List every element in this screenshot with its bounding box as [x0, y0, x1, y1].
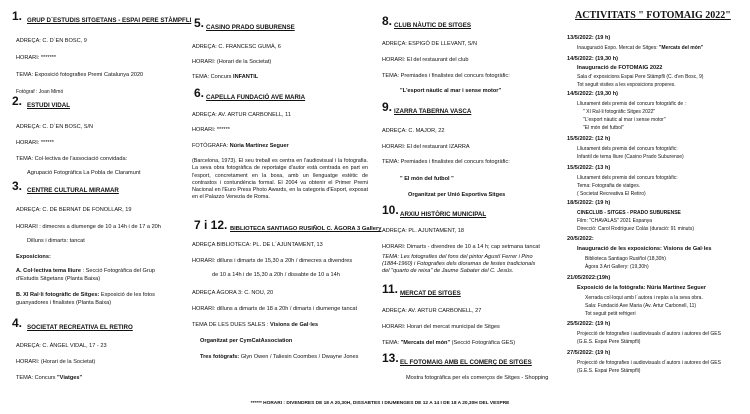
section-1-theme: TEMA: Exposició fotografies Premi Catalunya 2020: [16, 72, 144, 78]
footer-hours: ****** HORARI : DIVENDRES DE 18 A 20,30H, DISSABTES I DIUMENGES DE 12 A 14 I DE 18 A 20,30H DEL VESPRE: [250, 401, 510, 406]
section-3-exhibit-b-cont: guanyadores i finalistes (Planta Baixa): [16, 300, 112, 306]
section-7-agora-hours: HORARI: dilluns a dimarts de 18 a 20h / dimarts i diumenge tancat: [192, 306, 358, 312]
section-10-hours: HORARI: Dimarts - divendres de 10 a 14 h; cap setmana tancat: [382, 244, 540, 250]
section-6-bio: (Barcelona, 1973). El seu treball es centra en l'audiovisual i la fotografia. La seva obra fotogràfica de reportatge d'autor està centrada en part en l'esport, concretament en la boxa, amb un llenguatge estètic de contrastos i contundència formal. El 2004 va obtenir el Primer Premi Nacional en l'Euro Press Photo Awards, en la categoria d'Esport, exposat en el Palazzo Venezia de Roma.: [192, 158, 368, 201]
activities-title: ACTIVITATS " FOTOMAIG 2022": [575, 10, 731, 21]
section-10-title: ARXIU HISTÒRIC MUNICIPAL: [400, 211, 487, 218]
section-11-theme-label: TEMA:: [382, 340, 401, 346]
activity-15-5-b-line-3: ( Societat Recreativa El Retiro): [577, 191, 646, 197]
activity-25-5-line-1: Projecció de fotografies i audiovisuals d´autors i autores del GES: [577, 331, 721, 337]
section-3-hours: HORARI : dimecres a diumenge de 10 a 14h i de 17 a 20h: [16, 224, 161, 230]
section-11-address: ADREÇA: AV. ARTUR CARBONELL, 27: [382, 308, 482, 314]
activity-20-5-line-3: Àgora 3 Art Gallery: (19,30h): [585, 264, 649, 270]
section-13-title: EL FOTOMAIG AMB EL COMERÇ DE SITGES: [400, 359, 532, 366]
activity-20-5-line-1: Inauguració de les exposicions: Visions de Gal·les: [577, 246, 712, 252]
section-9-number: 9.: [382, 100, 393, 114]
section-9-organizer: Organitzat per Unió Esportiva Sitges: [408, 192, 506, 198]
activity-date-25-5: 25/5/2022: (19 h): [567, 321, 611, 327]
exhibit-b-label: B. XI Ral·li fotogràfic de Sitges:: [16, 292, 100, 298]
section-7-theme-value: Visions de Gal·les: [270, 322, 319, 328]
section-11-number: 11.: [382, 282, 399, 296]
section-1-number: 1.: [12, 9, 23, 23]
activity-14-5-b-line-3: "L'esport nàutic al mar i sense motor": [583, 117, 666, 123]
section-7-theme-label: TEMA DE LES DUES SALES :: [192, 322, 271, 328]
section-4-address: ADREÇA: C. ÀNGEL VIDAL, 17 - 23: [16, 343, 107, 349]
section-3-exhibit-a: [16, 268, 155, 275]
section-7-number: 7 i 12.: [194, 218, 228, 232]
section-1-hours: HORARI: *******: [16, 55, 57, 61]
activity-date-21-5: 21/05/2022:(19h): [567, 275, 611, 281]
section-2-hours: HORARI: ******: [16, 140, 54, 146]
section-5-title: CASINO PRADO SUBURENSE: [206, 24, 295, 31]
section-2-address: ADREÇA: C. D´EN BOSC, S/N: [16, 124, 94, 130]
section-6-photographer-name: Núria Martínez Seguer: [229, 143, 289, 149]
section-3-title: CENTRE CULTURAL MIRAMAR: [27, 187, 119, 194]
section-10-theme-1: TEMA: Les fotografies del fons del pintor Agustí Ferrer i Pino: [382, 254, 533, 260]
activity-14-5-b-line-2: " XI Ral·li fotogràfic Sitges 2022": [583, 109, 656, 115]
section-7-agora-address: ADREÇA ÀGORA 3: C. NOU, 20: [192, 290, 274, 296]
activity-date-15-5-b: 15/5/2022: (13 h): [567, 165, 611, 171]
activity-18-5-line-3: Direcció: Carol Rodríguez Colás (duració: 91 minuts): [577, 226, 694, 232]
section-7-library-address: ADREÇA BIBLIOTECA: PL. DE L´AJUNTAMENT, 13: [192, 242, 323, 248]
section-10-theme-3: del "quarto de reixa" de Jaume Sabater del C. Jesús.: [382, 268, 514, 274]
section-3-closed: Dilluns i dimarts: tancat: [27, 238, 85, 244]
activity-21-5-line-1: Exposició de la fotògrafa: Núria Martínez Seguer: [577, 285, 706, 291]
section-4-theme-label: TEMA: Concurs: [16, 375, 58, 381]
section-3-address: ADREÇA: C. DE BERNAT DE FONOLLAR, 19: [16, 207, 132, 213]
section-1-title: GRUP D´ESTUDIS SITGETANS - ESPAI PERE STÀMPFLI: [27, 17, 192, 24]
activity-date-15-5-a: 15/5/2022: (12 h): [567, 136, 611, 142]
section-6-photographer: [192, 143, 289, 150]
activity-18-5-line-2: Film: "CHAVALAS" 2021 Espanya: [577, 218, 653, 224]
section-9-theme: TEMA: Premiades i finalistes del concurs fotogràfic:: [382, 159, 510, 165]
activity-20-5-line-2: Biblioteca Santiago Rusiñol (18,30h): [585, 256, 666, 262]
activity-date-20-5: 20/5/2022:: [567, 236, 594, 242]
activity-13-5-label: Inauguració Expo. Mercat de Sitges:: [577, 45, 659, 51]
section-9-title: IZARRA TABERNA VASCA: [394, 108, 472, 115]
exhibit-b-text: Exposició de les fotos: [99, 292, 155, 298]
section-6-hours: HORARI: ******: [192, 127, 230, 133]
section-8-title: CLUB NÀUTIC DE SITGES: [394, 22, 472, 29]
activity-15-5-b-line-1: Lliurament dels premis del concurs fotogràfic:: [577, 175, 678, 181]
section-10-theme-2: (1884-1960) i Fotografies dels dioramas de festes tradicionals: [382, 261, 536, 267]
section-4-theme: [16, 375, 82, 382]
section-1-photographer: Fotògraf : Joan Mimó: [16, 89, 64, 95]
activity-date-27-5: 27/5/2022: (19 h): [567, 350, 611, 356]
section-7-theme: [192, 322, 318, 329]
activity-13-5-title: "Mercats del món": [659, 45, 704, 51]
section-7-organizer: Organitzat per CymCatAssociation: [200, 338, 293, 344]
section-6-photographer-label: FOTÒGRAFA:: [192, 143, 230, 149]
activity-18-5-line-1: CINECLUB - SITGES - PRADO SUBURENSE: [577, 210, 681, 216]
activity-15-5-a-line-2: Infantil de tema lliure (Casino Prado Suburense): [577, 154, 684, 160]
activity-date-18-5: 18/5/2022: (19 h): [567, 200, 611, 206]
section-6-number: 6.: [194, 86, 205, 100]
activity-14-5-a-title: Inauguració de FOTOMAIG 2022: [577, 65, 663, 71]
section-5-theme-label: TEMA: Concurs: [192, 74, 234, 80]
activity-14-5-b-line-4: "El món del futbol": [583, 125, 624, 131]
activity-15-5-b-line-2: Tema: Fotografia de viatges.: [577, 183, 641, 189]
section-6-address: ADREÇA: AV. ARTUR CARBONELL, 11: [192, 112, 291, 118]
activity-27-5-line-2: (G.E.S. Espai Pere Stämpfli): [577, 368, 641, 374]
section-11-theme: [382, 340, 515, 347]
section-1-address: ADREÇA: C. D´EN BOSC, 9: [16, 38, 87, 44]
section-6-title: CAPELLA FUNDACIÓ AVE MARIA: [206, 94, 306, 101]
section-13-number: 13.: [382, 351, 399, 365]
activity-14-5-b-line-1: Lliurament dels premis del concurs fotogràfic de :: [577, 101, 686, 107]
section-10-number: 10.: [382, 203, 399, 217]
section-7-photographers-names: Glyn Owen / Taliesin Coombes / Dwayne Jones: [240, 354, 359, 360]
section-4-number: 4.: [12, 316, 23, 330]
activity-15-5-a-line-1: Lliurament dels premis del concurs fotogràfic:: [577, 146, 678, 152]
section-3-exhibit-b: [16, 292, 155, 299]
section-2-title: ESTUDI VIDAL: [27, 102, 70, 109]
section-2-group: Agrupació Fotogràfica La Pobla de Claramunt: [27, 170, 141, 176]
section-5-theme: [192, 74, 258, 81]
section-7-photographers: [200, 354, 358, 361]
section-9-contest: " El món del futbol ": [400, 176, 454, 182]
activity-21-5-line-4: Tot seguit petit refrigeri: [585, 311, 636, 317]
section-8-hours: HORARI: El del restaurant del club: [382, 57, 469, 63]
activity-date-13-5: 13/5/2022: (19 h): [567, 35, 611, 41]
section-4-hours: HORARI: (Horari de la Societat): [16, 359, 96, 365]
activity-21-5-line-2: Xerrada col·loqui amb l´autora i repàs a la seva obra.: [585, 295, 703, 301]
section-7-library-hours-2: de 10 a 14h i de 15,30 a 20h / dissabte de 10 a 14h: [212, 272, 340, 278]
section-7-title: BIBLIOTECA SANTIAGO RUSIÑOL C. ÀGORA 3 Gallery: [230, 226, 382, 232]
section-8-number: 8.: [382, 14, 393, 28]
section-4-title: SOCIETAT RECREATIVA EL RETIRO: [27, 324, 133, 331]
section-7-library-hours-1: HORARI: dilluns i dimarts de 15,30 a 20h / dimecres a divendres: [192, 258, 353, 264]
section-7-photographers-label: Tres fotògrafs:: [200, 354, 241, 360]
activity-date-14-5-b: 14/5/2022: (19,30 h): [567, 91, 618, 97]
section-5-number: 5.: [194, 16, 205, 30]
section-11-hours: HORARI: Horari del mercat municipal de Sitges: [382, 324, 500, 330]
activity-27-5-line-1: Projecció de fotografies i audiovisuals d´autors i autores del GES: [577, 360, 721, 366]
section-4-theme-value: "Viatges": [57, 375, 83, 381]
section-11-title: MERCAT DE SITGES: [400, 290, 461, 297]
section-8-address: ADREÇA: ESPIGÓ DE LLEVANT, S/N: [382, 41, 478, 47]
section-8-theme: TEMA: Premiades i finalistes del concurs fotogràfic:: [382, 73, 510, 79]
exhibit-a-label: A. Col·lectiva tema lliure: [16, 268, 81, 274]
section-2-number: 2.: [12, 94, 23, 108]
activity-25-5-line-2: (G.E.S. Espai Pere Stämpfli): [577, 339, 641, 345]
activity-14-5-a-venue: Sala d' exposicions Espai Pere Stämpfli (C. d'en Bosc, 9): [577, 74, 704, 80]
activity-date-14-5-a: 14/5/2022: (19,30 h): [567, 56, 618, 62]
section-3-exhibit-a-cont: d'Estudis Sitgetans (Planta Baixa): [16, 276, 101, 282]
section-9-address: ADREÇA: C. MAJOR, 22: [382, 128, 445, 134]
section-2-theme: TEMA: Col·lectiva de l'associació convidada:: [16, 156, 128, 162]
section-5-theme-value: INFANTIL: [233, 74, 259, 80]
section-8-contest: "L'esport nàutic al mar i sense motor": [400, 88, 502, 94]
section-5-hours: HORARI: (Horari de la Societat): [192, 59, 272, 65]
section-3-number: 3.: [12, 179, 23, 193]
activity-21-5-line-3: Sala: Fundació Ave Maria (Av. Artur Carbonell, 11): [585, 303, 697, 309]
section-11-theme-note: (Secció Fotogràfica GES): [450, 340, 516, 346]
section-10-address: ADREÇA: PL. AJUNTAMENT, 18: [382, 228, 464, 234]
section-9-hours: HORARI: El del restaurant IZARRA: [382, 144, 470, 150]
section-11-theme-value: "Mercats del món": [400, 340, 451, 346]
section-3-exhibitions: Exposicions:: [16, 254, 51, 260]
section-5-address: ADREÇA: C. FRANCESC GUMÀ, 6: [192, 44, 281, 50]
exhibit-a-text: : Secció Fotogràfica del Grup: [80, 268, 155, 274]
section-13-text: Mostra fotogràfica per els comerços de Sitges - Shopping: [406, 375, 549, 381]
activity-13-5-text: [577, 45, 703, 51]
activity-14-5-a-note: Tot seguit visites a les exposicions properes.: [577, 82, 676, 88]
